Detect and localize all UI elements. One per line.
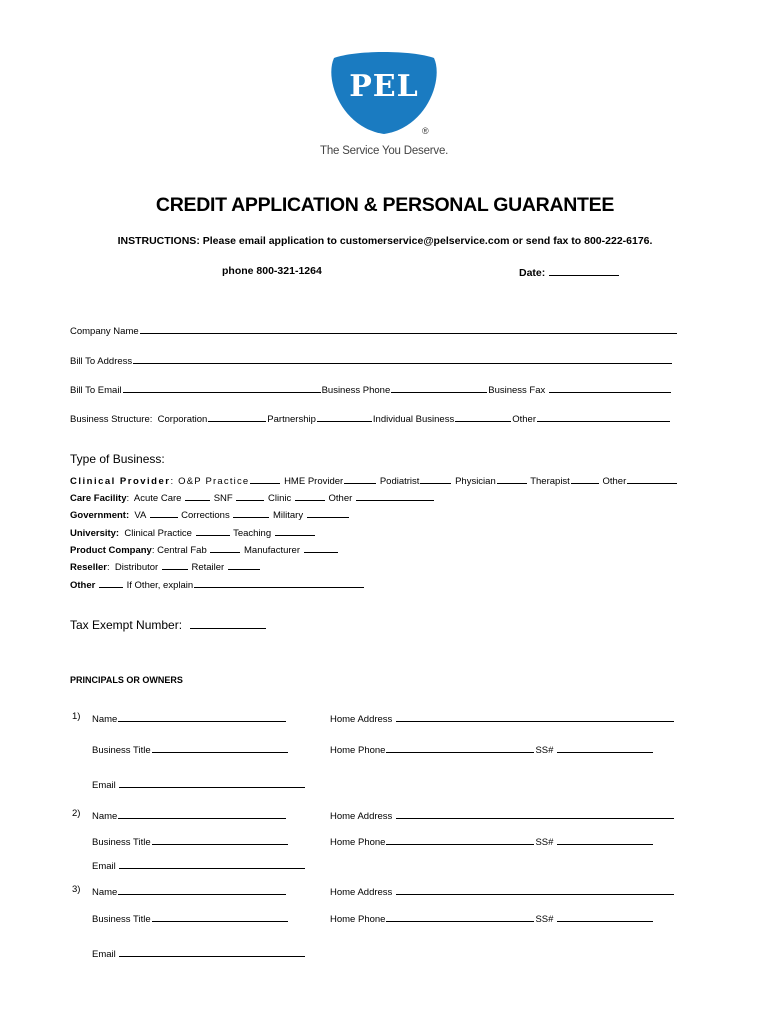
- page-title: CREDIT APPLICATION & PERSONAL GUARANTEE: [155, 194, 615, 216]
- home-phone-label: Home Phone: [330, 837, 386, 848]
- product-company-label: Product Company: [70, 545, 152, 556]
- principal-name-field[interactable]: [92, 884, 287, 898]
- email-label: Email: [92, 949, 116, 960]
- individual-business-option: Individual Business: [372, 414, 455, 425]
- principal-business-title-field[interactable]: [92, 911, 289, 925]
- clinical-option: Podiatrist: [379, 476, 420, 487]
- home-address-label: Home Address: [330, 714, 393, 725]
- corporation-option: Corporation: [157, 414, 208, 425]
- principal-name-field[interactable]: [92, 711, 287, 725]
- date-field[interactable]: [519, 265, 620, 279]
- home-address-label: Home Address: [330, 887, 393, 898]
- care-facility-row[interactable]: Care Facility: Acute Care SNF Clinic Other: [70, 490, 435, 504]
- principal-home-phone-field[interactable]: [330, 834, 654, 848]
- principal-number: 2): [72, 808, 81, 819]
- clinical-option: O&P Practice: [178, 476, 250, 487]
- principal-name-field[interactable]: [92, 808, 287, 822]
- principal-home-address-field[interactable]: [330, 884, 675, 898]
- principal-email-field[interactable]: [92, 858, 306, 872]
- registered-mark: ®: [422, 126, 429, 136]
- name-label: Name: [92, 714, 118, 725]
- university-option: Teaching: [233, 528, 272, 539]
- company-name-label: Company Name: [70, 326, 139, 337]
- business-title-label: Business Title: [92, 914, 151, 925]
- ss-label: SS#: [535, 745, 554, 756]
- email-label: Email: [92, 861, 116, 872]
- other-explain-label: If Other, explain: [126, 580, 194, 591]
- partnership-option: Partnership: [267, 414, 316, 425]
- instructions: INSTRUCTIONS: Please email application to customerservice@pelservice.com or send fax to 800-222-6176.: [117, 235, 653, 247]
- principal-home-phone-field[interactable]: [330, 911, 654, 925]
- university-option: Clinical Practice: [124, 528, 192, 539]
- company-name-field[interactable]: [70, 323, 678, 337]
- clinical-option: Therapist: [530, 476, 570, 487]
- principal-business-title-field[interactable]: [92, 742, 289, 756]
- business-structure-label: Business Structure:: [70, 414, 153, 425]
- principal-number: 1): [72, 711, 81, 722]
- name-label: Name: [92, 887, 118, 898]
- business-title-label: Business Title: [92, 745, 151, 756]
- reseller-option: Retailer: [191, 562, 225, 573]
- government-row[interactable]: [70, 507, 350, 521]
- email-label: Email: [92, 780, 116, 791]
- pel-logo: [326, 50, 442, 136]
- principals-heading: PRINCIPALS OR OWNERS: [70, 675, 183, 685]
- government-option: Military: [273, 510, 304, 521]
- tax-exempt-field[interactable]: Tax Exempt Number:: [70, 618, 267, 632]
- government-option: VA: [134, 510, 146, 521]
- clinical-provider-label: Clinical Provider: [70, 476, 171, 487]
- principal-email-field[interactable]: [92, 777, 306, 791]
- ss-label: SS#: [535, 837, 554, 848]
- home-address-label: Home Address: [330, 811, 393, 822]
- principal-number: 3): [72, 884, 81, 895]
- clinical-provider-row[interactable]: Clinical Provider: O&P Practice HME Provider Podiatrist Physician Therapist Other: [70, 473, 678, 487]
- government-option: Corrections: [181, 510, 230, 521]
- ss-label: SS#: [535, 914, 554, 925]
- care-option: Clinic: [268, 493, 292, 504]
- phone-number: phone 800-321-1264: [222, 265, 322, 277]
- business-phone-label: Business Phone: [321, 385, 391, 396]
- care-option: Acute Care: [133, 493, 182, 504]
- principal-home-phone-field[interactable]: [330, 742, 654, 756]
- reseller-label: Reseller: [70, 562, 107, 573]
- clinical-option: Other: [602, 476, 627, 487]
- university-label: University:: [70, 528, 120, 539]
- care-facility-label: Care Facility: [70, 493, 127, 504]
- type-of-business-heading: Type of Business:: [70, 452, 165, 466]
- bill-to-address-field[interactable]: [70, 353, 673, 367]
- reseller-option: Distributor: [114, 562, 159, 573]
- tax-exempt-label: Tax Exempt Number: [70, 618, 179, 632]
- name-label: Name: [92, 811, 118, 822]
- principal-home-address-field[interactable]: [330, 808, 675, 822]
- care-option: SNF: [213, 493, 233, 504]
- reseller-row[interactable]: Reseller: Distributor Retailer: [70, 559, 261, 573]
- product-company-row[interactable]: Product Company: Central Fab Manufacturer: [70, 542, 339, 556]
- business-structure-row[interactable]: [70, 411, 671, 425]
- principal-email-field[interactable]: [92, 946, 306, 960]
- government-label: Government:: [70, 510, 130, 521]
- home-phone-label: Home Phone: [330, 745, 386, 756]
- other-business-label: Other: [70, 580, 96, 591]
- other-structure-option: Other: [512, 414, 536, 425]
- bill-to-email-row[interactable]: [70, 382, 672, 396]
- bill-to-address-label: Bill To Address: [70, 356, 133, 367]
- care-option: Other: [328, 493, 353, 504]
- bill-to-email-label: Bill To Email: [70, 385, 122, 396]
- other-business-row[interactable]: [70, 577, 365, 591]
- product-option: Manufacturer: [244, 545, 300, 556]
- principal-home-address-field[interactable]: [330, 711, 675, 725]
- clinical-option: Physician: [455, 476, 496, 487]
- business-fax-label: Business Fax: [488, 385, 546, 396]
- logo-text: PEL: [349, 69, 419, 104]
- clinical-option: HME Provider: [284, 476, 344, 487]
- business-title-label: Business Title: [92, 837, 151, 848]
- date-label: Date:: [519, 267, 546, 279]
- principal-business-title-field[interactable]: [92, 834, 289, 848]
- product-option: Central Fab: [157, 545, 207, 556]
- university-row[interactable]: [70, 525, 316, 539]
- tagline: The Service You Deserve.: [320, 145, 449, 157]
- home-phone-label: Home Phone: [330, 914, 386, 925]
